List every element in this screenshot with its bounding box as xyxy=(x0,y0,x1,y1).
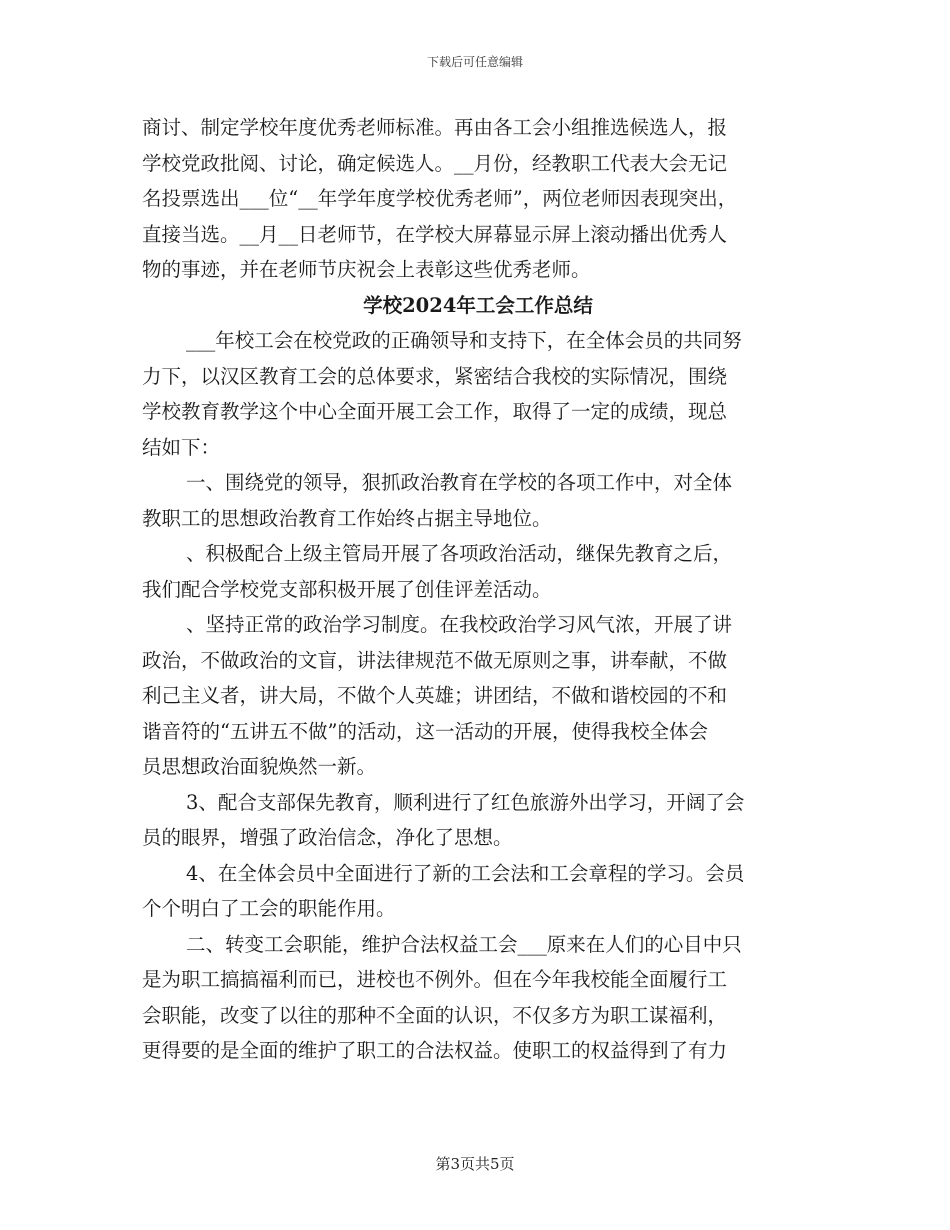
text-line: 、坚持正常的政治学习制度。在我校政治学习风气浓，开展了讲 xyxy=(186,613,733,636)
text-line: 商讨、制定学校年度优秀老师标准。再由各工会小组推选候选人，报 xyxy=(142,116,728,139)
text-line: 个个明白了工会的职能作用。 xyxy=(142,897,396,920)
text-line: 4、在全体会员中全面进行了新的工会法和工会章程的学习。会员 xyxy=(186,861,745,885)
text-line: 是为职工搞搞福利而已，进校也不例外。但在今年我校能全面履行工 xyxy=(142,968,728,991)
paragraph-section-two xyxy=(142,927,814,1069)
text-line: 二、转变工会职能，维护合法权益工会___原来在人们的心目中只 xyxy=(186,932,742,956)
paragraph-opening xyxy=(142,323,814,465)
text-line: 一、围绕党的领导，狠抓政治教育在学校的各项工作中，对全体 xyxy=(186,471,733,494)
text-line: 物的事迹，并在老师节庆祝会上表彰这些优秀老师。 xyxy=(142,258,591,281)
text-line: 员思想政治面貌焕然一新。 xyxy=(142,755,377,778)
text-line: 政治，不做政治的文盲，讲法律规范不做无原则之事，讲奉献，不做 xyxy=(142,648,728,672)
text-line: 、积极配合上级主管局开展了各项政治活动，继保先教育之后， xyxy=(186,542,733,565)
document-title: 学校2024年工会工作总结 xyxy=(363,293,593,317)
paragraph-section-one xyxy=(142,465,814,536)
page-number: 第3页共5页 xyxy=(435,1155,515,1173)
text-line: 力下，以汉区教育工会的总体要求，紧密结合我校的实际情况，围绕 xyxy=(142,364,728,388)
intro-paragraph xyxy=(142,110,814,288)
text-line: 学校党政批阅、讨论，确定候选人。__月份，经教职工代表大会无记 xyxy=(142,151,728,175)
text-line: 直接当选。__月__日老师节，在学校大屏幕显示屏上滚动播出优秀人 xyxy=(142,222,728,246)
paragraph-political-activities xyxy=(142,536,814,607)
text-line: 我们配合学校党支部积极开展了创佳评差活动。 xyxy=(142,577,552,601)
document-body xyxy=(142,110,814,1069)
text-line: 利己主义者，讲大局，不做个人英雄；讲团结，不做和谐校园的不和 xyxy=(142,684,728,707)
text-line: 会职能，改变了以往的那种不全面的认识，不仅多方为职工谋福利， xyxy=(142,1003,728,1027)
page-header-note: 下载后可任意编辑 xyxy=(426,55,523,69)
text-line: 结如下： xyxy=(142,435,221,459)
paragraph-item-4 xyxy=(142,856,814,927)
text-line: 员的眼界，增强了政治信念，净化了思想。 xyxy=(142,826,513,849)
text-line: ___年校工会在校党政的正确领导和支持下，在全体会员的共同努 xyxy=(186,329,742,352)
text-line: 学校教育教学这个中心全面开展工会工作，取得了一定的成绩，现总 xyxy=(142,400,728,423)
text-line: 3、配合支部保先教育，顺利进行了红色旅游外出学习，开阔了会 xyxy=(186,790,745,814)
text-line: 更得要的是全面的维护了职工的合法权益。使职工的权益得到了有力 xyxy=(142,1039,728,1062)
text-line: 谐音符的“五讲五不做”的活动，这一活动的开展，使得我校全体会 xyxy=(142,719,708,743)
paragraph-study-system xyxy=(142,607,814,785)
text-line: 教职工的思想政治教育工作始终占据主导地位。 xyxy=(142,506,552,530)
paragraph-item-3 xyxy=(142,785,814,856)
text-line: 名投票选出___位“__年学年度学校优秀老师”，两位老师因表现突出， xyxy=(142,187,738,210)
